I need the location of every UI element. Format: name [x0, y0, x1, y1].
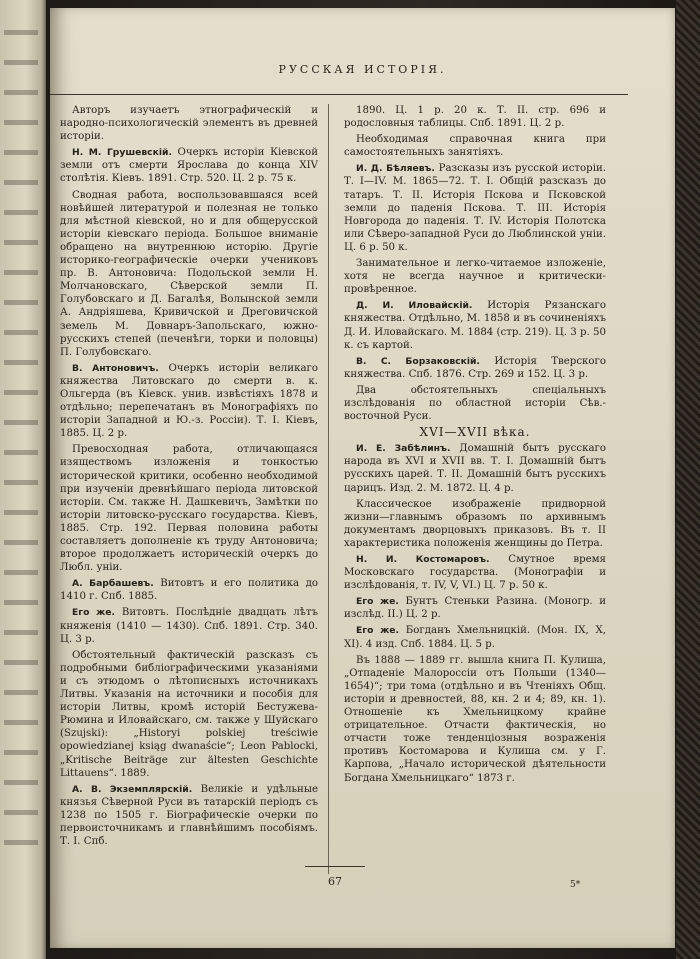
entry-author: Н. И. Костомаровъ. — [356, 554, 490, 565]
bibliography-entry — [60, 783, 318, 848]
entry-text: Въ 1888 — 1889 гг. вышла книга П. Кулиша, „Отпаденіе Малороссіи отъ Польши (1340—1654)“; три тома (отдѣльно и въ Чтеніяхъ Общ. исторіи и древностей, 88, кн. 2 и 4; 89, кн. 1). Отношеніе къ Хмельницкому крайне отрицательное. Отчасти фактическія, но отчасти тоже тенденціозныя возраженія противъ Костомарова и Кулиша см. у Г. Карпова, „Начало исторической дѣятельности Богдана Хмельницкаго“ 1873 г. — [344, 654, 606, 784]
bibliography-entry — [344, 299, 606, 351]
entry-text: Классическое изображеніе придворной жизни—главнымъ образомъ по архивнымъ документамъ дворцовыхъ приказовъ. Въ т. II характеристика положенія женщины до Петра. — [344, 498, 606, 549]
footer-rule — [305, 866, 365, 867]
column-rule — [328, 104, 329, 874]
bibliography-entry — [60, 362, 318, 441]
entry-author: И. Д. Бѣляевъ. — [356, 163, 435, 175]
bibliography-entry — [344, 133, 606, 159]
bibliography-entry — [344, 442, 606, 494]
entry-text: Занимательное и легко-читаемое изложеніе, хотя не всегда научное и критически-провѣренное. — [344, 258, 606, 296]
entry-text: Два обстоятельныхъ спеціальныхъ изслѣдованія по областной исторіи Сѣв.-восточной Руси. — [344, 384, 606, 423]
header-rule — [50, 94, 628, 95]
entry-author: Его же. — [72, 607, 116, 619]
book-page — [50, 8, 675, 948]
entry-text: Витовтъ и его политика до 1410 г. Спб. 1885. — [60, 578, 318, 603]
book-cover-edge — [676, 0, 700, 959]
entry-text: Смутное время Московскаго государства. (Монографіи и изслѣдованія, т. IV, V, VI.) Ц. 7 р. 50 к. — [344, 554, 606, 592]
entry-author: И. Е. Забѣлинъ. — [356, 443, 451, 455]
page-number: 67 — [328, 875, 342, 888]
right-column — [344, 104, 606, 788]
entry-text: Сводная работа, воспользовавшаяся всей новѣйшей литературой и полезная не только для мѣстной кіевской, но и для общерусской исторіи кіевскаго періода. Большое вниманіе обращено на внутреннюю исторію. Другіе историко-географическіе очерки учениковъ пр. В. Антоновича: Подольской земли Н. Молчановскаго, Сѣверской земли П. Голубовскаго и Д. Багалѣя, Волынской земли А. Андріяшева, Кривичской и Дреговичской земель М. Довнаръ-Запольскаго, южно-русскихъ степей (печенѣги, торки и половцы) П. Голубовскаго. — [60, 189, 318, 358]
bibliography-entry — [344, 162, 606, 254]
bibliography-entry — [60, 577, 318, 603]
bibliography-entry — [344, 257, 606, 296]
entry-text: Обстоятельный фактическій разсказъ съ подробными библіографическими указаніями и съ этюдомъ о лѣтописныхъ источникахъ Литвы. Указанія на источники и пособія для исторіи Литвы, кромѣ исторій Бестужева-Рюмина и Иловайскаго, см. также у Шуйскаго (Szujski): „Historyi polskiej treściwie opowiedzianej ksiąg dwanaście“; Leon Pablocki, „Kritische Beiträge zur ältesten Geschichte Littauens“. 1889. — [60, 649, 318, 779]
left-column — [60, 104, 318, 851]
running-head: РУССКАЯ ИСТОРІЯ. — [278, 63, 447, 76]
entry-text: Исторія Рязанскаго княжества. Отдѣльно, М. 1858 и въ сочиненіяхъ Д. И. Иловайскаго. М. 1884 (стр. 219). Ц. 3 р. 50 к. съ картой. — [344, 300, 606, 351]
entry-text: Разсказы изъ русской исторіи. Т. I—IV. М. 1865—72. Т. I. Общій разсказъ до татаръ. Т. II. Исторія Пскова и Псковской земли до паденія Пскова. Т. III. Исторія Новгорода до паденія. Т. IV. Исторія Полотска или Сѣверо-западной Руси до Люблинской уніи. Ц. 6 р. 50 к. — [344, 163, 606, 253]
bibliography-entry — [344, 355, 606, 381]
entry-author: Его же. — [356, 596, 399, 608]
bibliography-entry — [344, 553, 606, 592]
bibliography-entry — [344, 595, 606, 621]
bibliography-entry — [60, 104, 318, 143]
entry-text: Витовтъ. Послѣдніе двадцать лѣтъ княженія (1410 — 1430). Спб. 1891. Стр. 340. Ц. 3 р. — [60, 607, 318, 645]
entry-author: А. В. Экземплярскій. — [72, 783, 193, 795]
entry-author: А. Барбашевъ. — [72, 578, 154, 590]
entry-text: Бунтъ Стеньки Разина. (Моногр. и изслѣд. II.) Ц. 2 р. — [344, 596, 607, 621]
entry-text: Богданъ Хмельницкій. (Мон. IX, X, XI). 4 изд. Спб. 1884. Ц. 5 р. — [344, 625, 606, 650]
bibliography-entry — [60, 606, 318, 645]
entry-text: Очеркъ исторіи Кіевской земли отъ смерти Ярослава до конца XIV столѣтія. Кіевъ. 1891. Стр. 520. Ц. 2 р. 75 к. — [60, 147, 318, 185]
bibliography-entry — [344, 104, 606, 130]
bibliography-entry — [344, 654, 606, 785]
bibliography-entry — [344, 498, 606, 550]
entry-author: Н. М. Грушевскій. — [72, 147, 172, 159]
entry-text: Очеркъ исторіи великаго княжества Литовскаго до смерти в. к. Ольгерда (въ Кіевск. унив. извѣстіяхъ 1878 и отдѣльно; перепечатанъ въ Монографіяхъ по исторіи Западной и Ю.-з. Россіи). Т. I. Кіевъ, 1885. Ц. 2 р. — [60, 362, 318, 440]
entry-author: В. Антоновичъ. — [72, 362, 159, 374]
entry-author: Д. И. Иловайскій. — [356, 300, 473, 312]
entry-text: Авторъ изучаетъ этнографическій и народно-психологическій элементъ въ древней исторіи. — [60, 105, 318, 143]
section-title: XVI—XVII вѣка. — [419, 425, 531, 440]
entry-author: В. С. Борзаковскій. — [356, 355, 480, 367]
entry-author: Его же. — [356, 625, 399, 637]
signature-mark: 5* — [570, 880, 581, 890]
entry-text: Домашній бытъ русскаго народа въ XVI и XVII вв. Т. I. Домашній бытъ русскихъ царей. Т. II. Домашній бытъ русскихъ царицъ. Изд. 2. М. 1872. Ц. 4 р. — [344, 443, 607, 494]
bibliography-entry — [344, 624, 606, 650]
bibliography-entry — [60, 146, 318, 185]
entry-text: Исторія Тверского княжества. Спб. 1876. Стр. 269 и 152. Ц. 3 р. — [344, 355, 606, 380]
left-page-edge — [0, 0, 46, 959]
entry-text: Необходимая справочная книга при самостоятельныхъ занятіяхъ. — [344, 134, 606, 159]
entry-text: Великіе и удѣльные князья Сѣверной Руси въ татарскій періодъ съ 1238 по 1505 г. Біографическіе очерки по первоисточникамъ и главнѣйшимъ пособіямъ. Т. I. Спб. — [60, 783, 318, 848]
bibliography-entry — [344, 384, 606, 423]
bibliography-entry — [60, 649, 318, 780]
bibliography-entry — [60, 443, 318, 574]
entry-text: Превосходная работа, отличающаяся изяществомъ изложенія и тонкостью исторической критики, особенно необходимой при изученіи древнѣйшаго періода литовской исторіи. См. также Н. Дашкевичъ, Замѣтки по исторіи литовско-русскаго государства. Кіевъ, 1885. Стр. 192. Первая половина работы составляетъ дополненіе къ труду Антоновича; второе продолжаетъ историческій очеркъ до Любл. уніи. — [60, 444, 318, 574]
bibliography-entry — [60, 189, 318, 359]
entry-text: 1890. Ц. 1 р. 20 к. Т. II. стр. 696 и родословныя таблицы. Спб. 1891. Ц. 2 р. — [344, 105, 606, 130]
